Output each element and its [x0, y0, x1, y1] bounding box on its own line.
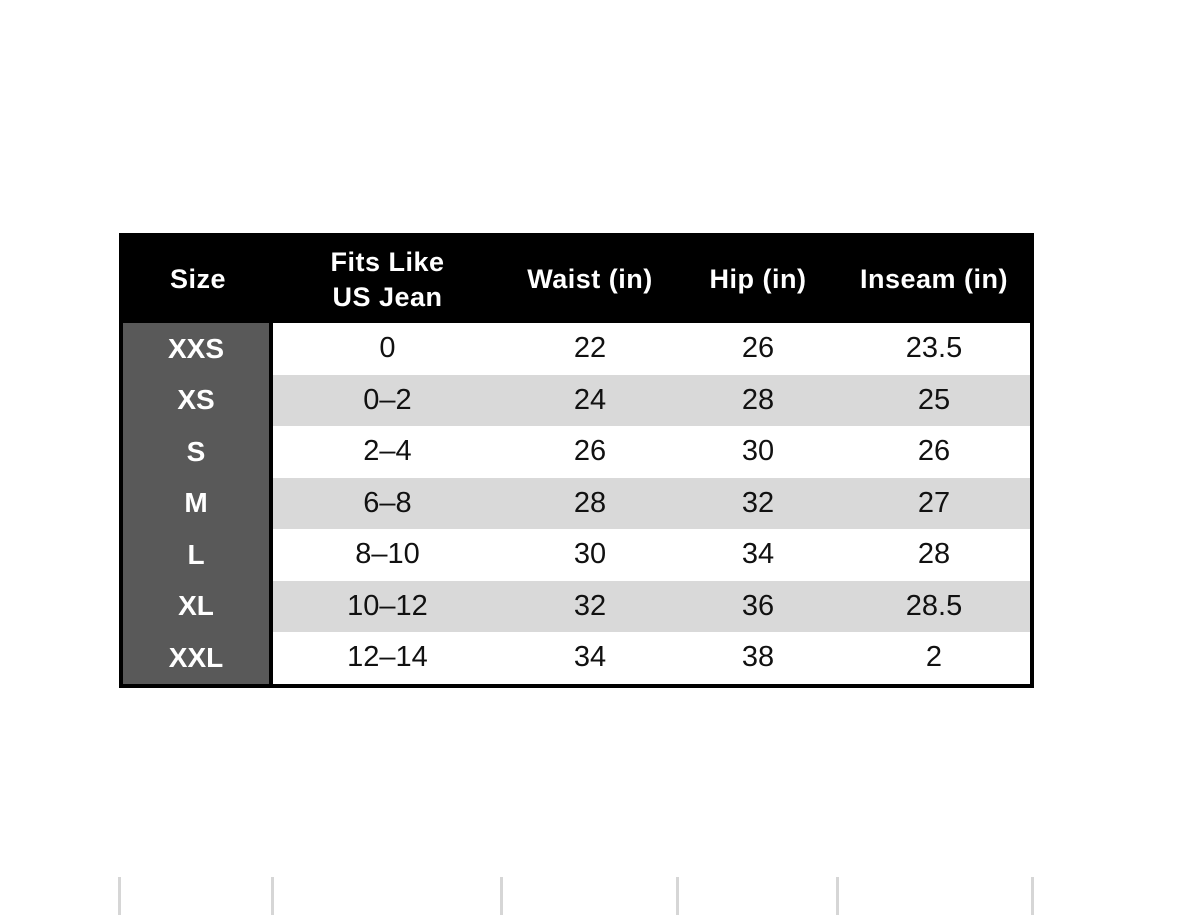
size-cell: L [123, 529, 273, 581]
inseam-cell: 25 [838, 375, 1030, 427]
gridline-tick [271, 877, 274, 915]
size-cell: XS [123, 375, 273, 427]
size-cell: S [123, 426, 273, 478]
hip-cell: 28 [678, 375, 838, 427]
hip-cell: 36 [678, 581, 838, 633]
fits-cell: 10–12 [273, 581, 502, 633]
table-row-s [123, 426, 1030, 478]
fits-cell: 8–10 [273, 529, 502, 581]
table-row-xxs [123, 323, 1030, 375]
table-row-xl [123, 581, 1030, 633]
inseam-cell: 28.5 [838, 581, 1030, 633]
fits-cell: 12–14 [273, 632, 502, 684]
table-row-xs [123, 375, 1030, 427]
waist-cell: 26 [502, 426, 678, 478]
header-waist: Waist (in) [527, 264, 653, 295]
inseam-cell: 27 [838, 478, 1030, 530]
gridline-tick [1031, 877, 1034, 915]
waist-cell: 28 [502, 478, 678, 530]
size-cell: M [123, 478, 273, 530]
fits-cell: 0 [273, 323, 502, 375]
size-cell: XXS [123, 323, 273, 375]
table-row-l [123, 529, 1030, 581]
gridline-tick [836, 877, 839, 915]
fits-cell: 6–8 [273, 478, 502, 530]
table-row-m [123, 478, 1030, 530]
hip-cell: 38 [678, 632, 838, 684]
waist-cell: 22 [502, 323, 678, 375]
header-fits-line2: US Jean [332, 282, 443, 312]
hip-cell: 32 [678, 478, 838, 530]
header-fits-like-us-jean [273, 245, 502, 315]
header-fits-line1: Fits Like [330, 246, 445, 277]
waist-cell: 24 [502, 375, 678, 427]
table-row-xxl [123, 632, 1030, 684]
waist-cell: 30 [502, 529, 678, 581]
inseam-cell: 23.5 [838, 323, 1030, 375]
waist-cell: 32 [502, 581, 678, 633]
size-cell: XXL [123, 632, 273, 684]
header-inseam: Inseam (in) [859, 264, 1009, 295]
gridline-tick [676, 877, 679, 915]
hip-cell: 26 [678, 323, 838, 375]
size-cell: XL [123, 581, 273, 633]
fits-cell: 0–2 [273, 375, 502, 427]
table-header-row [123, 237, 1030, 323]
gridline-tick [500, 877, 503, 915]
header-hip: Hip (in) [709, 264, 807, 295]
table-body [123, 323, 1030, 684]
size-chart-table [119, 233, 1034, 688]
inseam-cell: 2 [838, 632, 1030, 684]
header-size: Size [169, 264, 227, 295]
hip-cell: 34 [678, 529, 838, 581]
gridline-tick [118, 877, 121, 915]
waist-cell: 34 [502, 632, 678, 684]
fits-cell: 2–4 [273, 426, 502, 478]
hip-cell: 30 [678, 426, 838, 478]
inseam-cell: 28 [838, 529, 1030, 581]
inseam-cell: 26 [838, 426, 1030, 478]
